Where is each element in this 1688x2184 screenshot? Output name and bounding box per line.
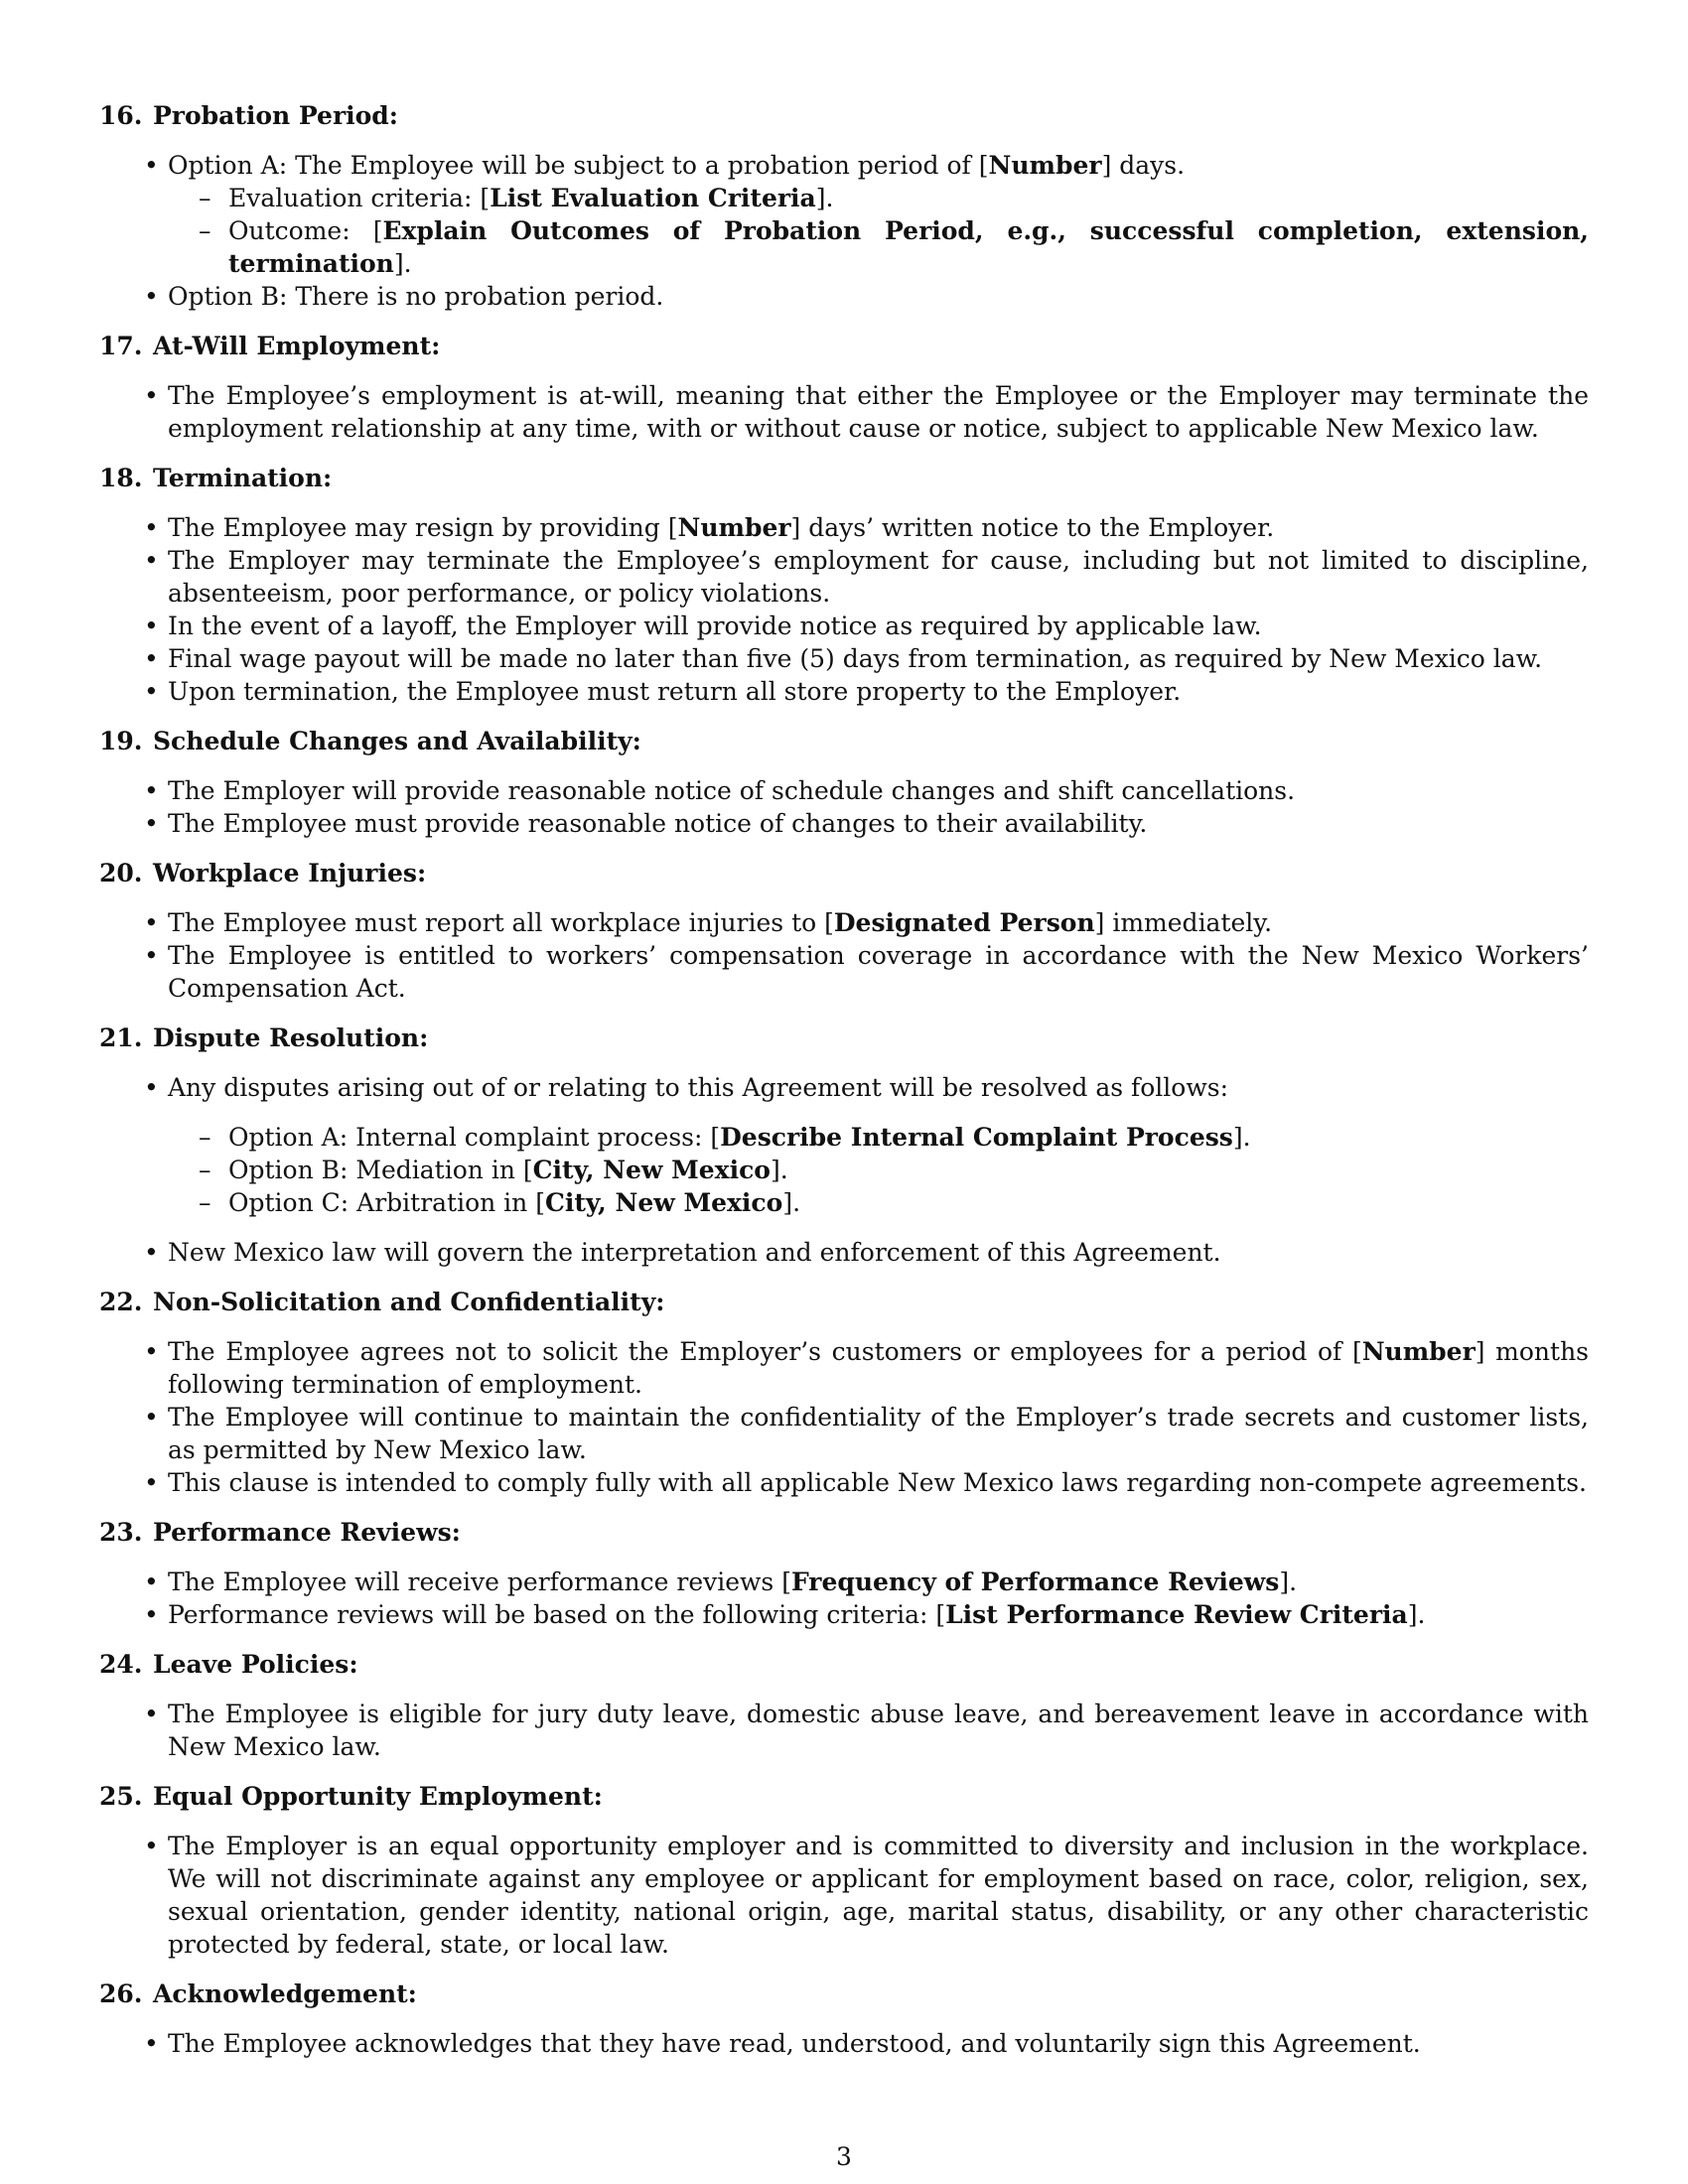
- text: The Employee will receive performance reviews [: [168, 1568, 791, 1596]
- sub-list-item: [228, 182, 1589, 214]
- text: ] days.: [1101, 151, 1186, 180]
- section-number: 20.: [99, 859, 143, 887]
- placeholder-field: City, New Mexico: [544, 1188, 783, 1217]
- text: ].: [770, 1156, 788, 1184]
- list-item: • The Employee must provide reasonable notice of changes to their availability.: [168, 807, 1589, 840]
- placeholder-field: List Performance Review Criteria: [945, 1600, 1408, 1629]
- section-heading: [99, 1516, 1589, 1549]
- section-number: 21.: [99, 1024, 143, 1052]
- section-number: 19.: [99, 727, 143, 755]
- section-title: Non-Solicitation and Confidentiality:: [153, 1288, 665, 1316]
- text: ].: [782, 1188, 801, 1217]
- placeholder-field: List Evaluation Criteria: [490, 184, 816, 212]
- section-heading: [99, 857, 1589, 889]
- bullet-list: [99, 774, 1589, 840]
- section-dispute-resolution: [99, 1022, 1589, 1269]
- list-item: [168, 1335, 1589, 1401]
- section-title: Performance Reviews:: [153, 1518, 461, 1547]
- placeholder-field: Describe Internal Complaint Process: [720, 1123, 1233, 1152]
- placeholder-field: Explain Outcomes of Probation Period, e.g., successful completion, extension, termination: [228, 216, 1589, 278]
- section-leave-policies: [99, 1648, 1589, 1763]
- section-number: 23.: [99, 1518, 143, 1547]
- text: Option B: Mediation in [: [228, 1156, 533, 1184]
- section-heading: [99, 1780, 1589, 1813]
- text: The Employee agrees not to solicit the Employer’s customers or employees for a period of [: [168, 1337, 1362, 1366]
- list-item: • In the event of a layoff, the Employer will provide notice as required by applicable law.: [168, 610, 1589, 642]
- page-number: 3: [836, 2142, 852, 2171]
- placeholder-field: Number: [988, 151, 1102, 180]
- section-number: 26.: [99, 1979, 143, 2008]
- section-number: 24.: [99, 1650, 143, 1679]
- bullet-list: [99, 1335, 1589, 1499]
- text: ].: [1407, 1600, 1426, 1629]
- text: Option A: The Employee will be subject to a probation period of [: [168, 151, 989, 180]
- section-number: 16.: [99, 101, 143, 130]
- list-item: • Option B: There is no probation period.: [168, 280, 1589, 313]
- section-title: At-Will Employment:: [153, 332, 441, 360]
- section-title: Termination:: [153, 464, 333, 492]
- bullet-list: [99, 149, 1589, 313]
- text: Evaluation criteria: [: [228, 184, 491, 212]
- text: Any disputes arising out of or relating to this Agreement will be resolved as follows:: [168, 1073, 1228, 1102]
- text: ].: [1279, 1568, 1298, 1596]
- section-at-will-employment: [99, 330, 1589, 445]
- text: ] months following termination of employment.: [168, 1337, 1589, 1399]
- section-title: Leave Policies:: [153, 1650, 358, 1679]
- section-number: 18.: [99, 464, 143, 492]
- list-item: • The Employee’s employment is at-will, meaning that either the Employee or the Employer may terminate the employment relationship at any time, with or without cause or notice, subject to applicable New Mexico law.: [168, 379, 1589, 445]
- sub-list-item: [228, 1154, 1589, 1186]
- section-workplace-injuries: [99, 857, 1589, 1005]
- placeholder-field: City, New Mexico: [532, 1156, 771, 1184]
- bullet-list: [99, 379, 1589, 445]
- section-number: 22.: [99, 1288, 143, 1316]
- text: The Employee may resign by providing [: [168, 513, 678, 542]
- bullet-list: [99, 906, 1589, 1005]
- list-item: [168, 1598, 1589, 1631]
- bullet-list: [99, 1071, 1589, 1269]
- section-probation-period: [99, 99, 1589, 313]
- bullet-list: [99, 1830, 1589, 1961]
- section-performance-reviews: [99, 1516, 1589, 1631]
- section-heading: [99, 1286, 1589, 1318]
- sub-list-item: [228, 214, 1589, 280]
- section-title: Acknowledgement:: [153, 1979, 417, 2008]
- sub-list: [168, 1121, 1589, 1219]
- section-number: 17.: [99, 332, 143, 360]
- text: Performance reviews will be based on the following criteria: [: [168, 1600, 946, 1629]
- section-non-solicitation: [99, 1286, 1589, 1499]
- list-item: [168, 511, 1589, 544]
- placeholder-field: Designated Person: [833, 908, 1095, 937]
- bullet-list: [99, 1698, 1589, 1763]
- text: Option A: Internal complaint process: [: [228, 1123, 721, 1152]
- section-heading: [99, 99, 1589, 132]
- bullet-list: [99, 511, 1589, 708]
- text: Option C: Arbitration in [: [228, 1188, 545, 1217]
- section-heading: [99, 462, 1589, 494]
- bullet-list: [99, 2027, 1589, 2060]
- section-title: Schedule Changes and Availability:: [153, 727, 641, 755]
- bullet-list: [99, 1566, 1589, 1631]
- section-title: Probation Period:: [153, 101, 399, 130]
- sub-list-item: [228, 1121, 1589, 1154]
- list-item: • Upon termination, the Employee must return all store property to the Employer.: [168, 675, 1589, 708]
- list-item: • The Employee acknowledges that they have read, understood, and voluntarily sign this Agreement.: [168, 2027, 1589, 2060]
- list-item: [168, 1566, 1589, 1598]
- text: Outcome: [: [228, 216, 383, 245]
- text: ].: [815, 184, 834, 212]
- text: ].: [1232, 1123, 1251, 1152]
- section-heading: [99, 725, 1589, 757]
- placeholder-field: Frequency of Performance Reviews: [790, 1568, 1280, 1596]
- list-item: • The Employee is entitled to workers’ compensation coverage in accordance with the New Mexico Workers’ Compensation Act.: [168, 939, 1589, 1005]
- section-schedule-changes: [99, 725, 1589, 840]
- section-heading: [99, 330, 1589, 362]
- text: ] immediately.: [1094, 908, 1273, 937]
- list-item: • New Mexico law will govern the interpretation and enforcement of this Agreement.: [168, 1236, 1589, 1269]
- section-equal-opportunity: [99, 1780, 1589, 1961]
- section-title: Workplace Injuries:: [153, 859, 427, 887]
- list-item: • Final wage payout will be made no later than five (5) days from termination, as required by New Mexico law.: [168, 642, 1589, 675]
- list-item: [168, 1071, 1589, 1219]
- document-page: [99, 99, 1589, 2077]
- section-heading: [99, 1022, 1589, 1054]
- text: ].: [393, 249, 412, 278]
- section-acknowledgement: [99, 1978, 1589, 2060]
- section-number: 25.: [99, 1782, 143, 1811]
- list-item: • The Employee is eligible for jury duty leave, domestic abuse leave, and bereavement leave in accordance with New Mexico law.: [168, 1698, 1589, 1763]
- text: The Employee must report all workplace injuries to [: [168, 908, 834, 937]
- placeholder-field: Number: [1361, 1337, 1476, 1366]
- sub-list: [168, 182, 1589, 280]
- sub-list-item: [228, 1186, 1589, 1219]
- placeholder-field: Number: [677, 513, 791, 542]
- text: ] days’ written notice to the Employer.: [790, 513, 1275, 542]
- section-heading: [99, 1648, 1589, 1681]
- list-item: [168, 906, 1589, 939]
- list-item: • This clause is intended to comply fully with all applicable New Mexico laws regarding non-compete agreements.: [168, 1466, 1589, 1499]
- section-title: Dispute Resolution:: [153, 1024, 429, 1052]
- list-item: • The Employer may terminate the Employee’s employment for cause, including but not limited to discipline, absenteeism, poor performance, or policy violations.: [168, 544, 1589, 610]
- section-title: Equal Opportunity Employment:: [153, 1782, 603, 1811]
- list-item: • The Employer will provide reasonable notice of schedule changes and shift cancellations.: [168, 774, 1589, 807]
- list-item: • The Employee will continue to maintain the confidentiality of the Employer’s trade secrets and customer lists, as permitted by New Mexico law.: [168, 1401, 1589, 1466]
- list-item: • The Employer is an equal opportunity employer and is committed to diversity and inclusion in the workplace. We will not discriminate against any employee or applicant for employment based on race, color, religion, sex, sexual orientation, gender identity, national origin, age, marital status, disability, or any other characteristic protected by federal, state, or local law.: [168, 1830, 1589, 1961]
- list-item: [168, 149, 1589, 280]
- section-termination: [99, 462, 1589, 708]
- section-heading: [99, 1978, 1589, 2010]
